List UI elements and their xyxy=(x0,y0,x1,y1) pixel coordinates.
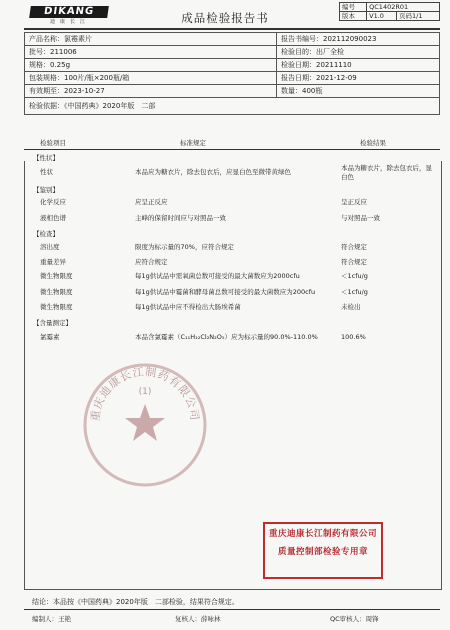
code-value: QC1402R01 xyxy=(367,3,440,12)
row-chem-result: 呈正反应 xyxy=(341,198,367,206)
version-label: 版本 xyxy=(340,12,367,21)
row-dissolution-standard: 限度为标示量的70%，应符合规定 xyxy=(135,243,234,251)
company-round-seal xyxy=(80,360,210,490)
row-assay-standard: 本品含氯霉素（C₁₁H₁₂Cl₂N₂O₅）应为标示量的90.0%-110.0% xyxy=(135,333,318,341)
row-weight-item: 重量差异 xyxy=(40,258,66,266)
logo-wordmark: DIKANG xyxy=(29,6,109,18)
row-dissolution-item: 溶出度 xyxy=(40,243,60,251)
row-character-standard: 本品应为糖衣片，除去包衣后，应显白色至微带黄绿色 xyxy=(135,168,291,176)
row-assay-result: 100.6% xyxy=(341,333,366,341)
conclusion-text: 结论：本品按《中国药典》2020年版 二部检验，结果符合规定。 xyxy=(32,598,239,606)
code-label: 编号 xyxy=(340,3,367,12)
column-header-rule xyxy=(24,149,440,150)
row-lc-result: 与对照品一致 xyxy=(341,214,380,222)
row-micro2-item: 微生物限度 xyxy=(40,288,73,296)
round-seal-text: 重庆迪康长江制药有限公司 xyxy=(88,365,202,422)
row-micro2-result: ＜1cfu/g xyxy=(341,288,368,296)
row-chem-item: 化学反应 xyxy=(40,198,66,206)
row-micro2-standard: 每1g供试品中霉菌和酵母菌总数可接受的最大菌数应为200cfu xyxy=(135,288,316,296)
product-info-table xyxy=(24,32,440,115)
qc-seal-line-2: 质量控制部检验专用章 xyxy=(277,547,368,557)
expiry-date: 有效期至：2023-10-27 xyxy=(25,85,277,98)
row-character-result: 本品为糖衣片，除去包衣后，显白色 xyxy=(341,164,432,181)
qc-reviewer: QC审核人：周锋 xyxy=(330,615,379,623)
row-lc-standard: 主峰的保留时间应与对照品一致 xyxy=(135,214,226,222)
row-weight-result: 符合规定 xyxy=(341,258,367,266)
section-identification: 【鉴别】 xyxy=(33,186,59,194)
section-character: 【性状】 xyxy=(33,154,59,162)
page-number: 页码1/1 xyxy=(397,12,440,21)
row-micro3-standard: 每1g供试品中应不得检出大肠埃希菌 xyxy=(135,303,241,311)
section-assay: 【含量测定】 xyxy=(33,319,72,327)
row-lc-item: 液相色谱 xyxy=(40,214,66,222)
header-rule xyxy=(24,28,440,30)
test-date: 检验日期：20211110 xyxy=(277,59,440,72)
report-date: 报告日期：2021-12-09 xyxy=(277,72,440,85)
product-name: 产品名称：氯霉素片 xyxy=(25,33,277,46)
row-character-item: 性状 xyxy=(40,168,53,176)
row-micro3-item: 微生物限度 xyxy=(40,303,73,311)
row-assay-item: 氯霉素 xyxy=(40,333,60,341)
batch-number: 批号：211006 xyxy=(25,46,277,59)
reviewed-by: 复核人：薛咏林 xyxy=(175,615,221,623)
specification: 规格：0.25g xyxy=(25,59,277,72)
row-chem-standard: 应呈正反应 xyxy=(135,198,168,206)
row-micro1-result: ＜1cfu/g xyxy=(341,272,368,280)
row-micro1-item: 微生物限度 xyxy=(40,272,73,280)
packaging-spec: 包装规格：100片/瓶×200瓶/箱 xyxy=(25,72,277,85)
document-code-box xyxy=(339,2,440,21)
test-basis: 检验依据：《中国药典》2020年版 二部 xyxy=(25,98,440,115)
prepared-by: 编制人：王艳 xyxy=(32,615,71,623)
column-header-standard: 标准规定 xyxy=(180,139,206,147)
row-dissolution-result: 符合规定 xyxy=(341,243,367,251)
qc-seal-line-1: 重庆迪康长江制药有限公司 xyxy=(268,529,377,539)
column-header-item: 检验项目 xyxy=(40,139,66,147)
test-purpose: 检验目的：出厂全检 xyxy=(277,46,440,59)
company-logo xyxy=(30,6,110,26)
column-header-result: 检验结果 xyxy=(360,139,386,147)
row-weight-standard: 应符合规定 xyxy=(135,258,168,266)
quantity: 数量：400瓶 xyxy=(277,85,440,98)
signature-rule xyxy=(24,609,440,610)
document-title: 成品检验报告书 xyxy=(181,11,269,25)
logo-subtitle: 迪康长江 xyxy=(49,19,90,25)
report-number: 报告书编号：202112090023 xyxy=(277,33,440,46)
seal-star-icon xyxy=(125,404,165,441)
version-value: V1.0 xyxy=(367,12,397,21)
section-inspection: 【检查】 xyxy=(33,230,59,238)
round-seal-number: (1) xyxy=(138,387,152,397)
qc-department-seal xyxy=(263,522,383,579)
row-micro3-result: 未检出 xyxy=(341,303,361,311)
row-micro1-standard: 每1g供试品中需氧菌总数可接受的最大菌数应为2000cfu xyxy=(135,272,300,280)
